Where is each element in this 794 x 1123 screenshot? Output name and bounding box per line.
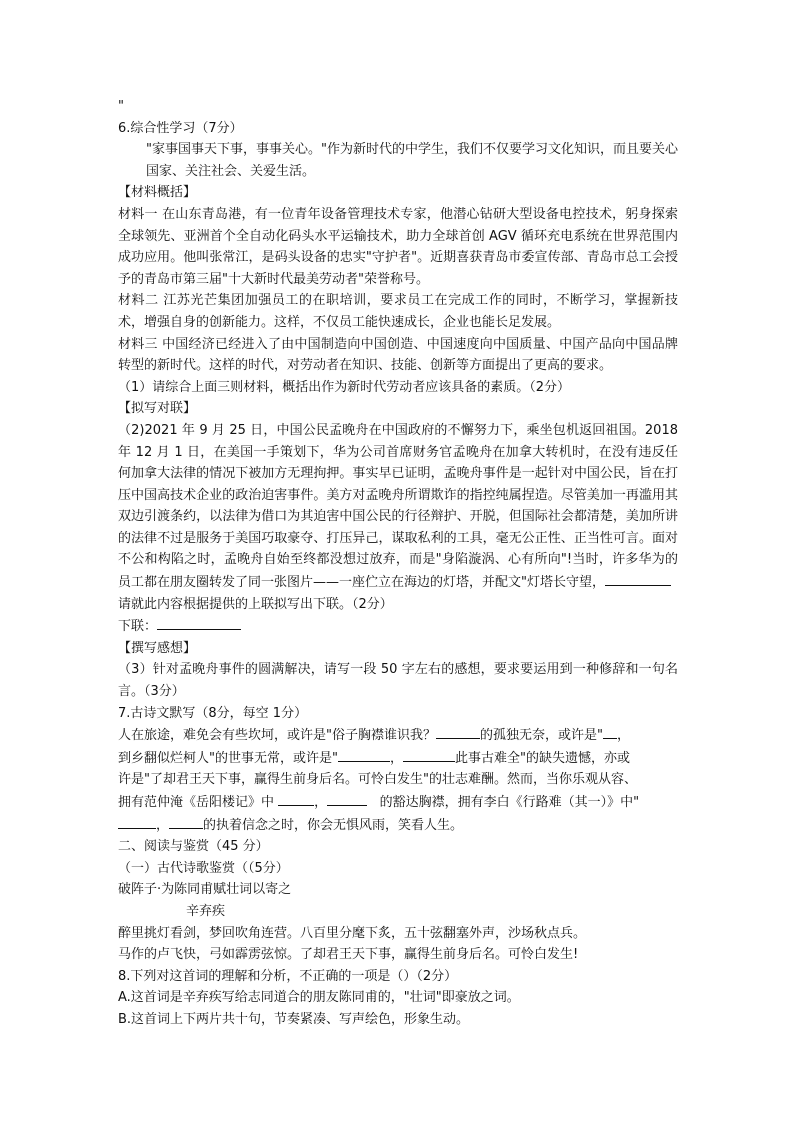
sub-question-2-passage [118, 420, 678, 594]
poem-line-1: 醉里挑灯看剑，梦回吹角连营。八百里分麾下炙，五十弦翻塞外声，沙场秋点兵。 [118, 925, 587, 941]
sub-question-2-text: （2)2021 年 9 月 25 日，中国公民孟晚舟在中国政府的不懈努力下，乘坐包机返回祖国。2018 年 12 月 1 日，在美国一手策划下，华为公司首席财务官孟晚舟在加拿大转机时，在没有违反任何加拿大法律的情况下被加方无理拘押。事实早已证明，孟晚舟事件是一起针对中国公民，旨在打压中国高技术企业的政治迫害事件。美方对孟晚舟所谓欺诈的指控纯属捏造。尽管美加一再滥用其双边引渡条约，以法律为借口为其迫害中国公民的行径辩护、开脱，但国际社会都清楚，美加所讲的法律不过是服务于美国巧取豪夺、打压异己，谋取私利的工具，毫无公正性、正当性可言。面对不公和构陷之时，孟晚舟自始至终都没想过放弃，而是"身陷漩涡、心有所向"!当时，许多华为的员工都在朋友圈转发了同一张图片——一座伫立在海边的灯塔，并配文"灯塔长守望， [118, 422, 678, 591]
q7-text-1c: ， [616, 728, 630, 744]
q7-text-5b: ， [156, 817, 170, 833]
q7-line-2 [118, 747, 678, 770]
q7-blank-6[interactable] [327, 791, 367, 806]
option-b: B.这首词上下两片共十句，节奏紧凑、写声绘色，形象生动。 [118, 1011, 470, 1027]
q7-line-4 [118, 791, 678, 814]
lower-couplet-row [118, 615, 678, 638]
couplet-answer-blank[interactable] [605, 571, 671, 586]
question-6-intro: "家事国事天下事，事事关心。"作为新时代的中学生，我们不仅要学习文化知识，而且要关心国家、关注社会、关爱生活。 [146, 142, 678, 179]
q7-text-5c: 的执着信念之时，你会无惧风雨，笑看人生。 [203, 817, 464, 833]
q7-blank-5[interactable] [278, 791, 314, 806]
poem-author: 辛弃疾 [186, 903, 226, 919]
material-3: 材料三 中国经济已经进入了由中国制造向中国创造、中国速度向中国质量、中国产品向中国品牌转型的新时代。这样的时代，对劳动者在知识、技能、创新等方面提出了更高的要求。 [118, 336, 678, 374]
q7-text-4a: 拥有范仲淹《岳阳楼记》中 [118, 795, 275, 810]
exam-page [118, 96, 678, 1031]
sub-question-3: （3）针对孟晚舟事件的圆满解决，请写一段 50 字左右的感想，要求要运用到一种修辞和一句名言。（3分） [118, 662, 678, 700]
option-a: A.这首词是辛弃疾写给志同道合的朋友陈同甫的，"壮词"即豪放之词。 [118, 990, 520, 1006]
material-1: 材料一 在山东青岛港，有一位青年设备管理技术专家，他潜心钻研大型设备电控技术，躬身探索全球领先、亚洲首个全自动化码头水平运输技术，助力全球首创 AGV 循环充电系统在世界范围内成功应用。他叫张常江，是码头设备的忠实"守护者"。近期喜获青岛市委宣传部、青岛市总工会授予的青岛市第三届"十大新时代最美劳动者"荣誉称号。 [118, 206, 678, 287]
section-material-summary: 【材料概括】 [118, 185, 197, 201]
sub-question-2-ask: 请就此内容根据提供的上联拟写出下联。（2分） [118, 596, 393, 612]
q7-blank-4[interactable] [403, 747, 455, 762]
section-couplet: 【拟写对联】 [118, 401, 197, 417]
q7-text-4b: ， [314, 795, 328, 810]
q7-text-2c: 此事古难全"的缺失遗憾，亦或 [454, 750, 630, 766]
q7-line-3: 许是"了却君王天下事，赢得生前身后名。可怜白发生"的壮志难酬。然而，当你乐观从容、 [118, 772, 637, 788]
q7-blank-7[interactable] [118, 814, 156, 829]
lower-couplet-blank[interactable] [157, 615, 241, 630]
section-reflection: 【撰写感想】 [118, 640, 197, 656]
q7-blank-1[interactable] [436, 724, 480, 739]
poem-line-2: 马作的卢飞快，弓如霹雳弦惊。了却君王天下事，赢得生前身后名。可怜白发生! [118, 947, 579, 963]
q7-text-2a: 到乡翻似烂柯人"的世事无常，或许是" [118, 750, 338, 766]
q7-text-1a: 人在旅途，难免会有些坎坷，或许是"俗子胸襟谁识我？ [118, 728, 436, 744]
part-2-subtitle: （一）古代诗歌鉴赏（（5分） [118, 860, 289, 876]
poem-title: 破阵子·为陈同甫赋壮词以寄之 [118, 882, 292, 898]
sub-question-1: （1）请综合上面三则材料，概括出作为新时代劳动者应该具备的素质。（2分） [118, 379, 571, 395]
question-7-title: 7.古诗文默写（8分，每空 1分） [118, 705, 308, 721]
material-2: 材料二 江苏光芒集团加强员工的在职培训，要求员工在完成工作的同时，不断学习，掌握新技术，增强自身的创新能力。这样，不仅员工能快速成长，企业也能长足发展。 [118, 293, 678, 330]
q7-blank-2[interactable] [603, 724, 617, 739]
lower-couplet-label: 下联： [118, 619, 158, 635]
question-8-title: 8.下列对这首词的理解和分析，不正确的一项是（）（2分） [118, 968, 458, 984]
q7-blank-8[interactable] [169, 814, 203, 829]
q7-text-1b: 的孤独无奈，或许是" [479, 728, 603, 744]
question-6-title: 6.综合性学习（7分） [118, 120, 243, 136]
q7-line-1 [118, 724, 678, 747]
q7-blank-3[interactable] [338, 747, 390, 762]
q7-line-5 [118, 814, 678, 837]
part-2-title: 二、阅读与鉴赏（45 分） [118, 839, 269, 855]
q7-text-2b: ， [389, 750, 403, 766]
top-mark: " [118, 99, 124, 114]
q7-text-4c: 的豁达胸襟，拥有李白《行路难（其一）》中" [379, 795, 640, 810]
